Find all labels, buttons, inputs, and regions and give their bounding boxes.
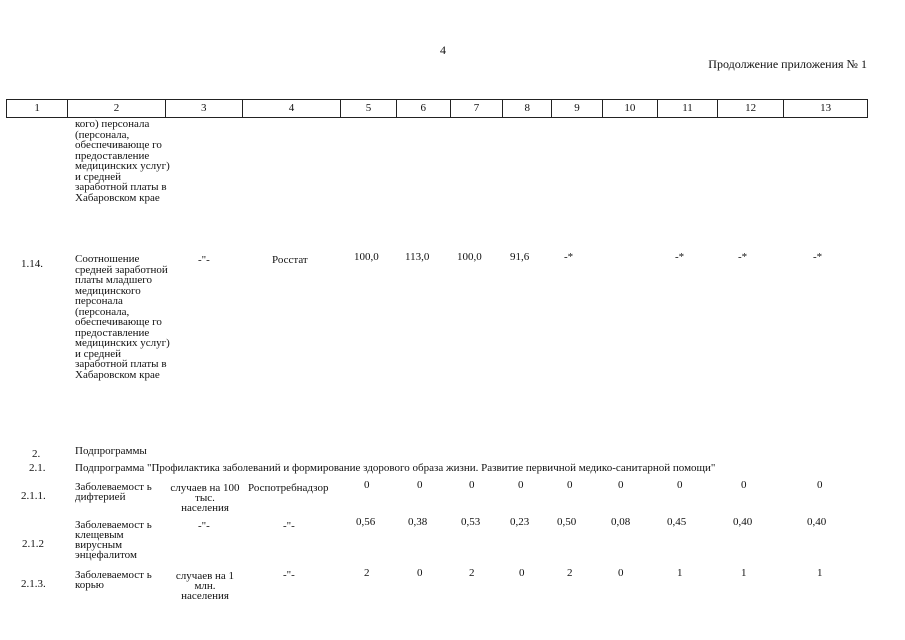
- row-213-v7: 2: [469, 567, 475, 579]
- row-114-v5: 100,0: [354, 251, 379, 263]
- row-114-v6: 113,0: [405, 251, 430, 263]
- row-213-num: 2.1.3.: [21, 578, 46, 590]
- row-212-num: 2.1.2: [22, 538, 44, 550]
- row-212-v8: 0,23: [510, 516, 530, 528]
- row-211-v12: 0: [741, 479, 747, 491]
- row-114-v12: -*: [738, 251, 748, 263]
- row-211-v13: 0: [817, 479, 823, 491]
- row-114-source: Росстат: [272, 254, 308, 266]
- row-114-num: 1.14.: [21, 258, 43, 270]
- row-212-v11: 0,45: [667, 516, 687, 528]
- table-header-row: [6, 99, 868, 118]
- row-212-source: -"-: [283, 520, 295, 532]
- row-213-unit: случаев на 1 млн. населения: [175, 570, 235, 602]
- header-col-5: 5: [341, 100, 396, 117]
- row-212-name: Заболеваемост ь клещевым вирусным энцефалитом: [75, 519, 152, 561]
- header-col-6: 6: [397, 100, 451, 117]
- row-114-v13: -*: [813, 251, 823, 263]
- row-212-v13: 0,40: [807, 516, 827, 528]
- row-212-v9: 0,50: [557, 516, 577, 528]
- row-114-v8: 91,6: [510, 251, 530, 263]
- header-col-11: 11: [658, 100, 718, 117]
- row-114-unit: -"-: [198, 254, 210, 266]
- header-col-10: 10: [603, 100, 658, 117]
- row-212-unit: -"-: [198, 520, 210, 532]
- header-col-4: 4: [243, 100, 342, 117]
- header-col-12: 12: [718, 100, 784, 117]
- row-2-name: Подпрограммы: [75, 445, 147, 457]
- row-211-v7: 0: [469, 479, 475, 491]
- row-114-name: Соотношение средней заработной платы младшего медицинского персонала (персонала, обеспечивающе го предоставление медицинских услуг) и средней заработной платы в Хабаровском крае: [75, 253, 170, 381]
- row-211-v5: 0: [364, 479, 370, 491]
- row-114-v9: -*: [564, 251, 574, 263]
- continuation-label: Продолжение приложения № 1: [708, 57, 867, 71]
- row-211-v11: 0: [677, 479, 683, 491]
- row-114-v7: 100,0: [457, 251, 482, 263]
- header-col-3: 3: [166, 100, 243, 117]
- row-211-v8: 0: [518, 479, 524, 491]
- row-213-v13: 1: [817, 567, 823, 579]
- row-211-name: Заболеваемост ь дифтерией: [75, 481, 152, 503]
- row-212-v7: 0,53: [461, 516, 481, 528]
- row-114-v11: -*: [675, 251, 685, 263]
- row-213-v9: 2: [567, 567, 573, 579]
- row-211-v10: 0: [618, 479, 624, 491]
- row-213-name: Заболеваемост ь корью: [75, 569, 152, 591]
- header-col-13: 13: [820, 102, 832, 114]
- row-211-v9: 0: [567, 479, 573, 491]
- row-212-v10: 0,08: [611, 516, 631, 528]
- header-col-1: 1: [7, 100, 68, 117]
- row-21-num: 2.1.: [29, 462, 46, 474]
- row-211-num: 2.1.1.: [21, 490, 46, 502]
- row-212-v6: 0,38: [408, 516, 428, 528]
- row-213-v8: 0: [519, 567, 525, 579]
- header-col-2: 2: [68, 100, 166, 117]
- row-212-v12: 0,40: [733, 516, 753, 528]
- row-213-v10: 0: [618, 567, 624, 579]
- row-213-v11: 1: [677, 567, 683, 579]
- header-col-9: 9: [552, 100, 602, 117]
- page-number: 4: [440, 43, 446, 57]
- cont-row-name: кого) персонала (персонала, обеспечивающе го предоставление медицинских услуг) и средней заработной платы в Хабаровском крае: [75, 118, 170, 204]
- row-213-v5: 2: [364, 567, 370, 579]
- row-213-v12: 1: [741, 567, 747, 579]
- row-213-v6: 0: [417, 567, 423, 579]
- row-212-v5: 0,56: [356, 516, 376, 528]
- header-col-7: 7: [451, 100, 503, 117]
- row-211-unit: случаев на 100 тыс. населения: [170, 482, 240, 514]
- row-211-source: Роспотребнадзор: [248, 482, 329, 494]
- header-col-8: 8: [503, 100, 552, 117]
- row-211-v6: 0: [417, 479, 423, 491]
- row-21-name: Подпрограмма "Профилактика заболеваний и формирование здорового образа жизни. Развитие первичной медико-санитарной помощи": [75, 462, 716, 474]
- row-2-num: 2.: [32, 448, 41, 460]
- row-213-source: -"-: [283, 569, 295, 581]
